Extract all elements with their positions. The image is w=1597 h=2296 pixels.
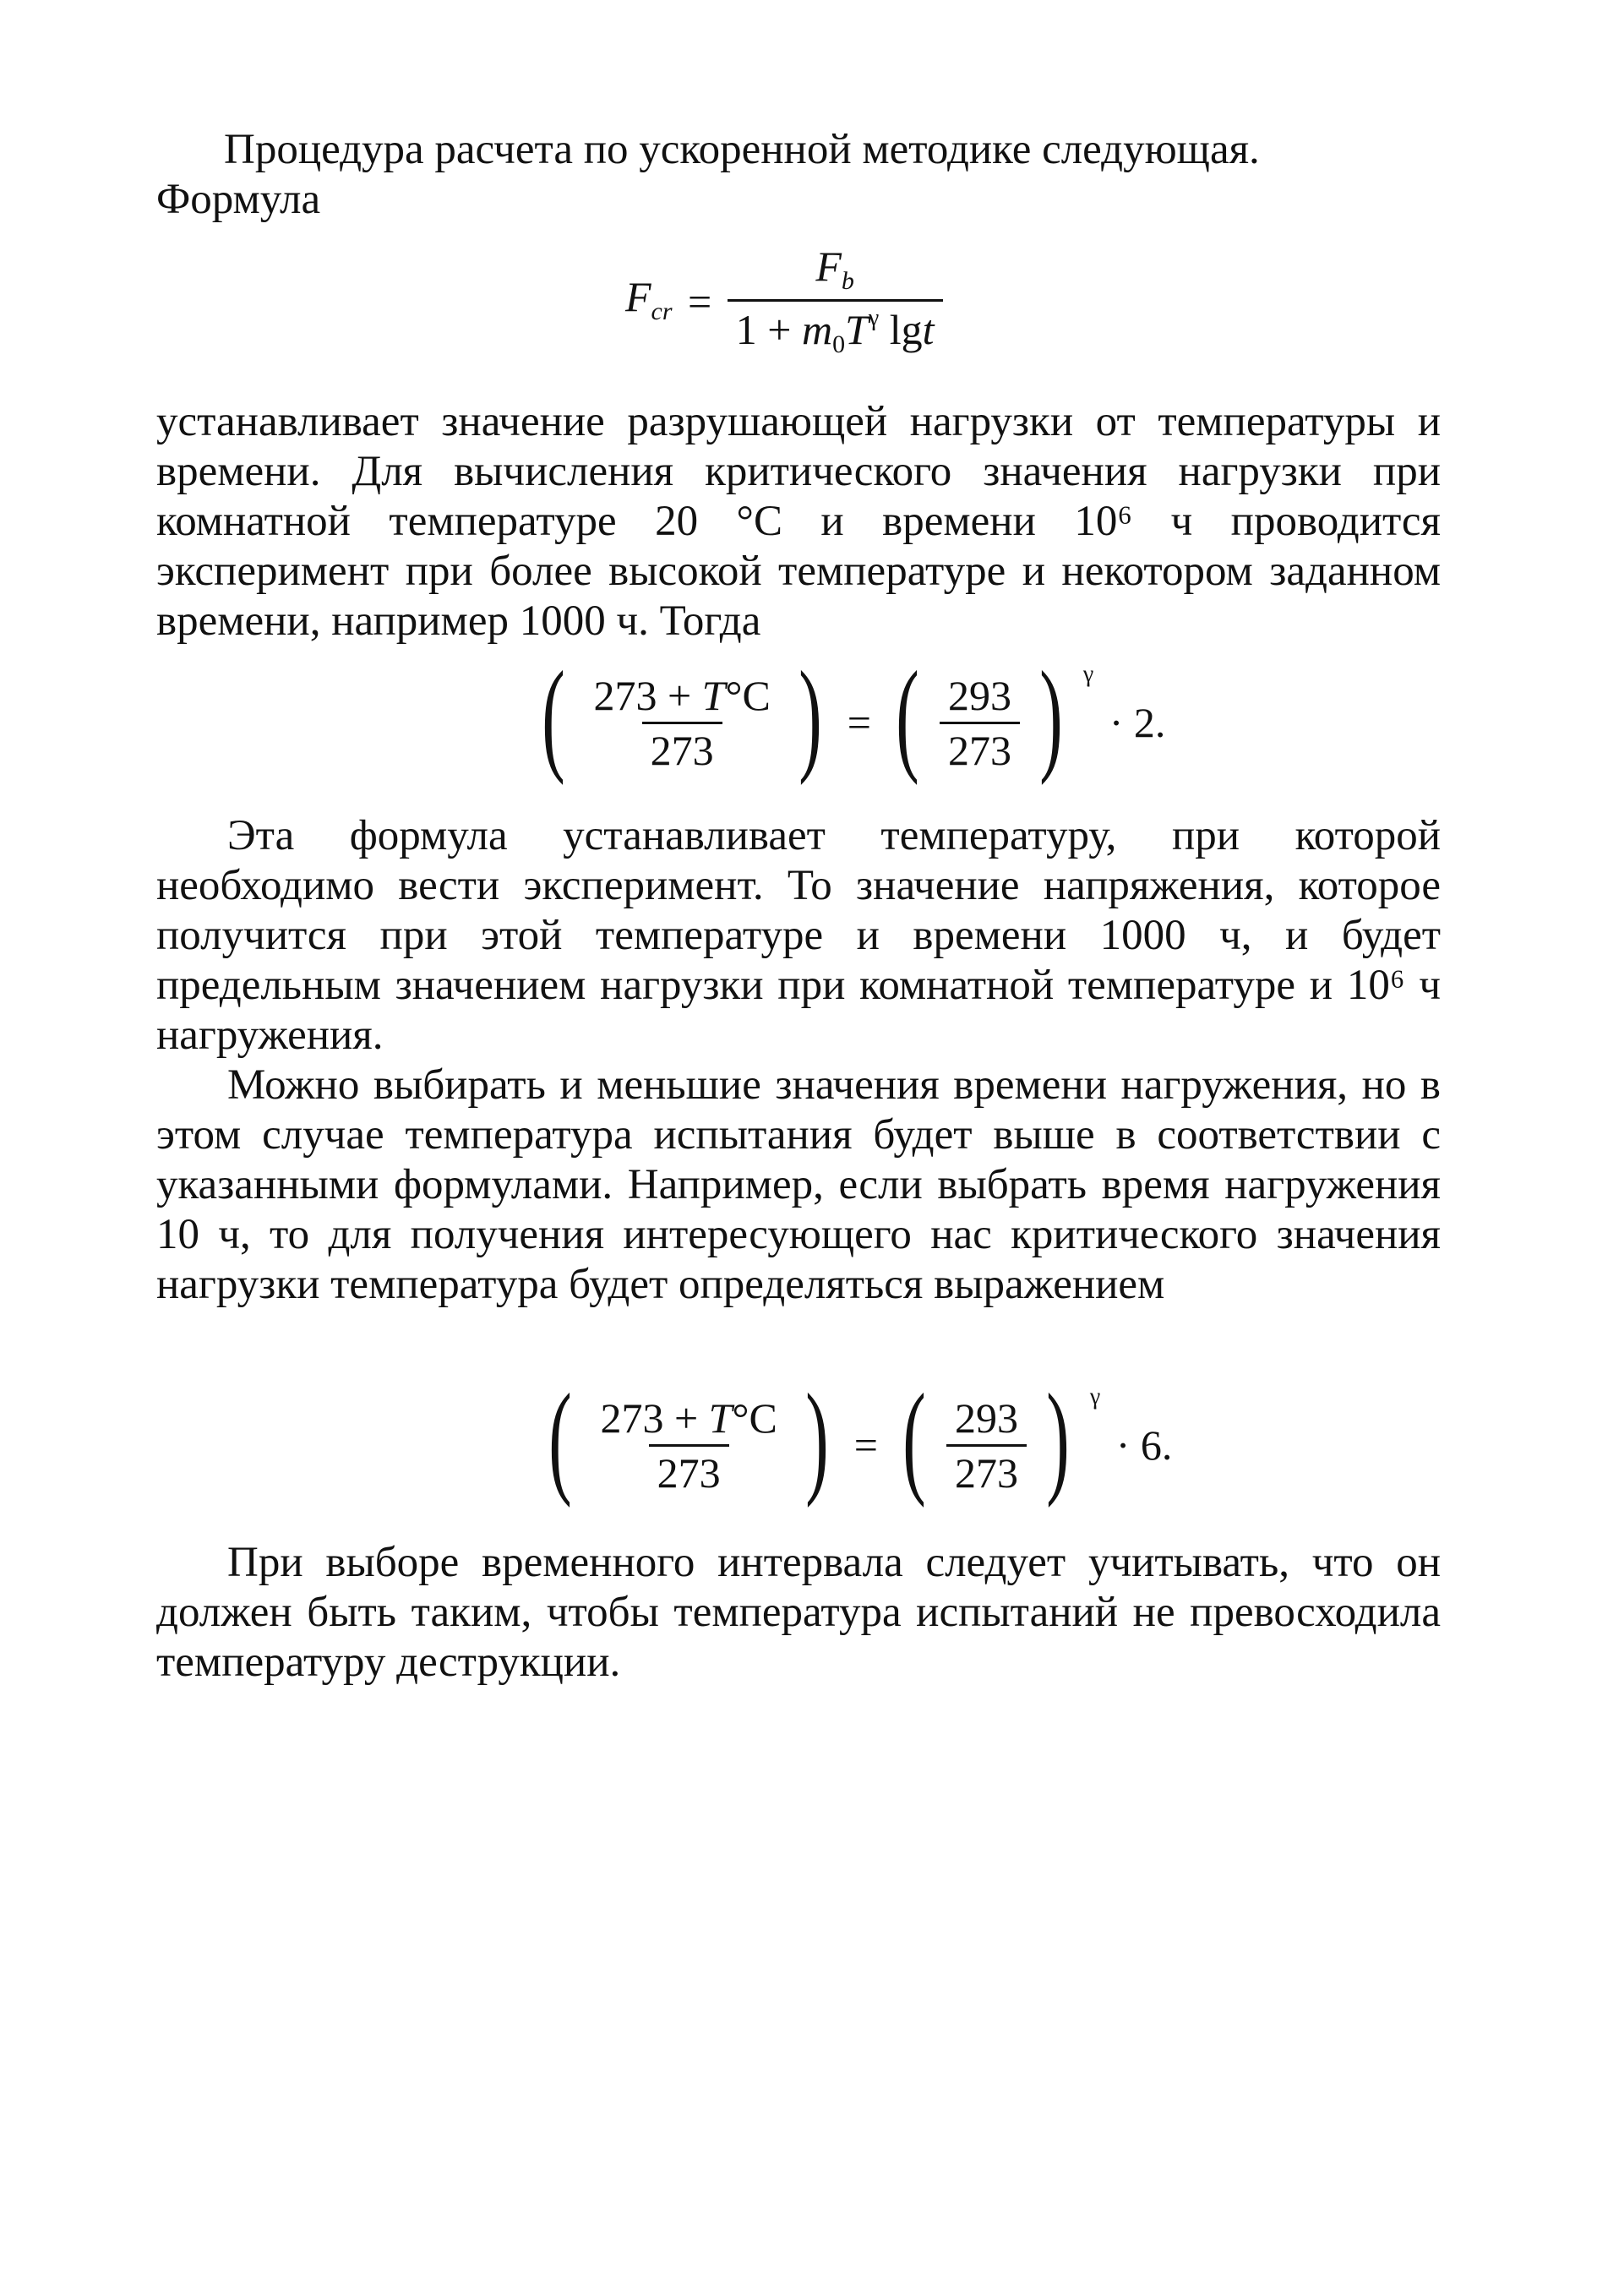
formula2-left-fraction: $\frac{273 + T^\circ C}{273}$ bbox=[593, 671, 771, 774]
formula2-right-paren-close: ) bbox=[1039, 646, 1064, 786]
explanation-text: Эта формула устанавливает температуру, при которой необходимо вести эксперимент. То значение напряжения, которое получится при этой температуре и времени 1000 ч, и будет предельным значением нагрузки при комнатной температуре и 10⁶ ч нагружения. bbox=[156, 812, 1441, 1059]
formula3-right-paren-close: ) bbox=[1046, 1368, 1071, 1508]
formula3-left-paren-close: ) bbox=[805, 1368, 830, 1508]
formula3-right-paren-open: ( bbox=[902, 1368, 927, 1508]
paragraph-conclusion bbox=[156, 1538, 1441, 1688]
formula1-lhs: $F_{cr}$ bbox=[625, 272, 673, 325]
formula-temperature-1000h bbox=[532, 646, 1170, 786]
setup-text: устанавливает значение разрушающей нагрузки от температуры и времени. Для вычисления критического значения нагрузки при комнатной температуре 20 °С и времени 10⁶ ч проводится эксперимент при более высокой температуре и некотором заданном времени, например 1000 ч. Тогда bbox=[156, 398, 1441, 645]
formula1-numerator: $F_b$ bbox=[815, 243, 854, 295]
formula2-factor: · 2. bbox=[1109, 699, 1166, 746]
formula-temperature-10h bbox=[539, 1368, 1177, 1508]
intro-line-2: Формула bbox=[156, 176, 321, 223]
paragraph-intro bbox=[156, 125, 1441, 225]
formula3-left-paren-open: ( bbox=[548, 1368, 572, 1508]
paragraph-setup bbox=[156, 397, 1441, 646]
formula2-exponent: γ bbox=[1082, 661, 1094, 688]
formula1-denominator: $1 + m_0T^\gamma$ lgt bbox=[728, 299, 943, 357]
formula2-right-paren-open: ( bbox=[896, 646, 920, 786]
formula1-equals: = bbox=[688, 277, 712, 325]
intro-line-1: Процедура расчета по ускоренной методике следующая. bbox=[224, 126, 1260, 173]
formula2-right-fraction: $\frac{293}{273}$ bbox=[940, 674, 1020, 772]
formula2-left-paren-open: ( bbox=[542, 646, 565, 786]
formula2-left-paren-close: ) bbox=[798, 646, 823, 786]
formula3-equals: = bbox=[853, 1421, 878, 1469]
formula-critical-load bbox=[625, 245, 943, 357]
shorter-times-text: Можно выбирать и меньшие значения времени нагружения, но в этом случае температура испытания будет выше в соответствии с указанными формулами. Например, если выбрать время нагружения 10 ч, то для получения интересующего нас критического значения нагрузки температура будет определяться выражением bbox=[156, 1061, 1441, 1308]
formula1-fraction bbox=[728, 245, 943, 357]
formula3-factor: · 6. bbox=[1115, 1421, 1173, 1469]
paragraph-shorter-times bbox=[156, 1061, 1441, 1310]
formula3-right-fraction: $\frac{293}{273}$ bbox=[946, 1397, 1027, 1494]
formula3-left-fraction: $\frac{273 + T^\circ C}{273}$ bbox=[600, 1393, 777, 1497]
formula3-exponent: γ bbox=[1089, 1383, 1101, 1410]
paragraph-explanation bbox=[156, 811, 1441, 1061]
formula2-equals: = bbox=[847, 699, 871, 746]
conclusion-text: При выборе временного интервала следует учитывать, что он должен быть таким, чтобы температура испытаний не превосходила температуру деструкции. bbox=[156, 1539, 1441, 1686]
